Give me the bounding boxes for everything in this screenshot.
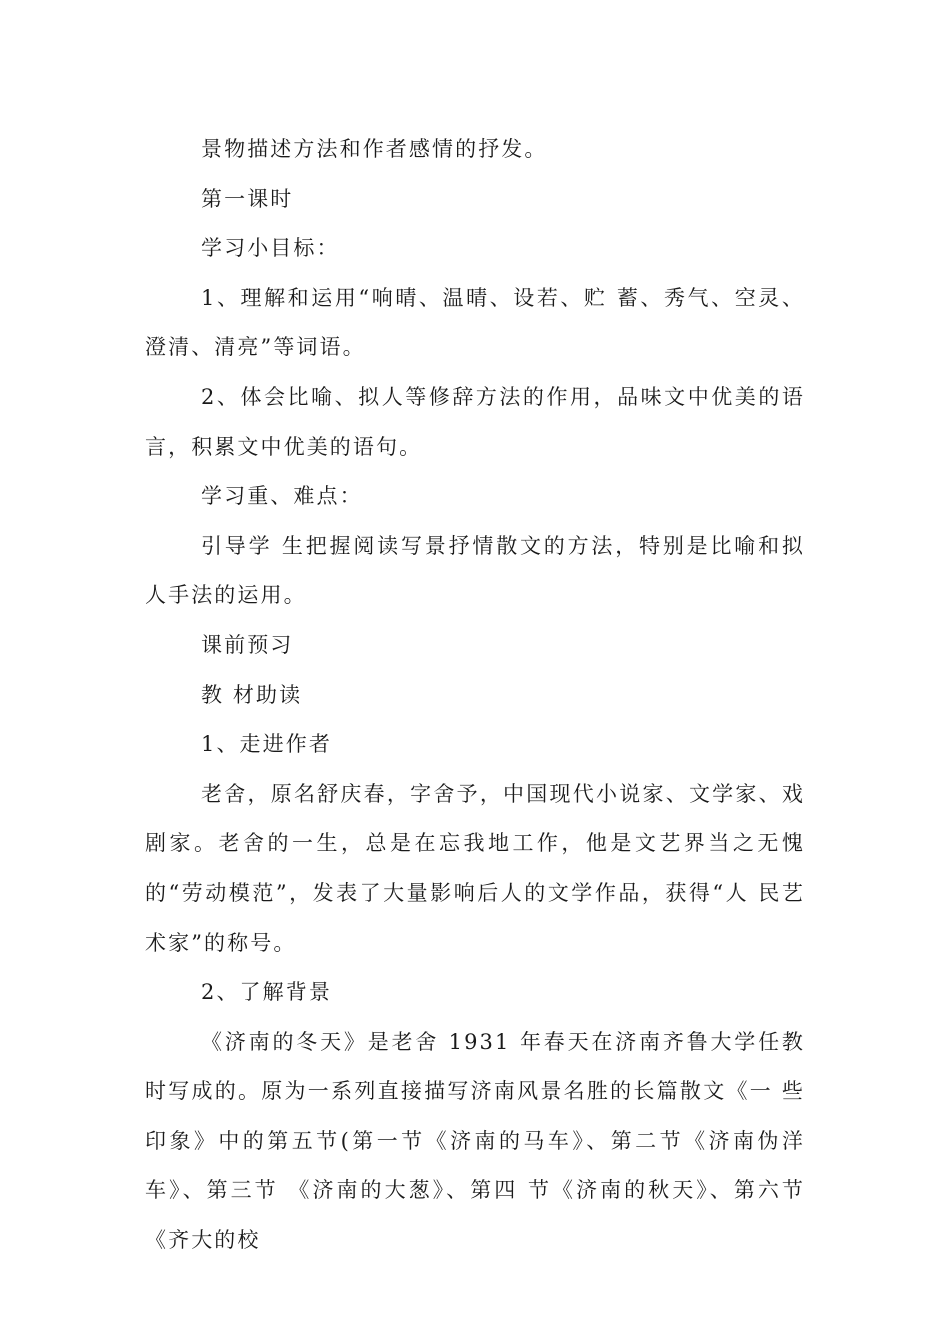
section-heading-reading-aid: 教 材助读: [201, 682, 303, 707]
section-heading-background: 2、了解背景: [201, 980, 332, 1005]
section-heading-preview: 课前预习: [201, 632, 294, 657]
paragraph-goal-1: 1、理解和运用“响晴、温晴、设若、贮 蓄、秀气、空灵、澄清、清亮”等词语。: [145, 285, 805, 360]
paragraph-key-points: 引导学 生把握阅读写景抒情散文的方法，特别是比喻和拟人手法的运用。: [145, 533, 805, 608]
section-heading-learning-goals: 学习小目标：: [201, 236, 340, 261]
paragraph-background: 《济南的冬天》是老舍 1931 年春天在济南齐鲁大学任教时写成的。原为一系列直接描写济南风景名胜的长篇散文《一 些印象》中的第五节(第一节《济南的马车》、第二节《济南伪洋车》、第三节 《济南的大葱》、第四 节《济南的秋天》、第六节《齐大的校: [145, 1029, 805, 1253]
section-heading-first-lesson: 第一课时: [201, 186, 294, 211]
document-page: [145, 125, 805, 1266]
paragraph-intro-tail: 景物描述方法和作者感情的抒发。: [201, 137, 548, 161]
paragraph-author: 老舍，原名舒庆春，字舍予，中国现代小说家、文学家、戏剧家。老舍的一生，总是在忘我地工作，他是文艺界当之无愧的“劳动模范”，发表了大量影响后人的文学作品，获得“人 民艺术家”的称号。: [145, 781, 805, 955]
section-heading-key-points: 学习重、难点：: [201, 484, 363, 509]
paragraph-goal-2: 2、体会比喻、拟人等修辞方法的作用，品味文中优美的语言，积累文中优美的语句。: [145, 384, 805, 459]
section-heading-author: 1、走进作者: [201, 732, 332, 757]
